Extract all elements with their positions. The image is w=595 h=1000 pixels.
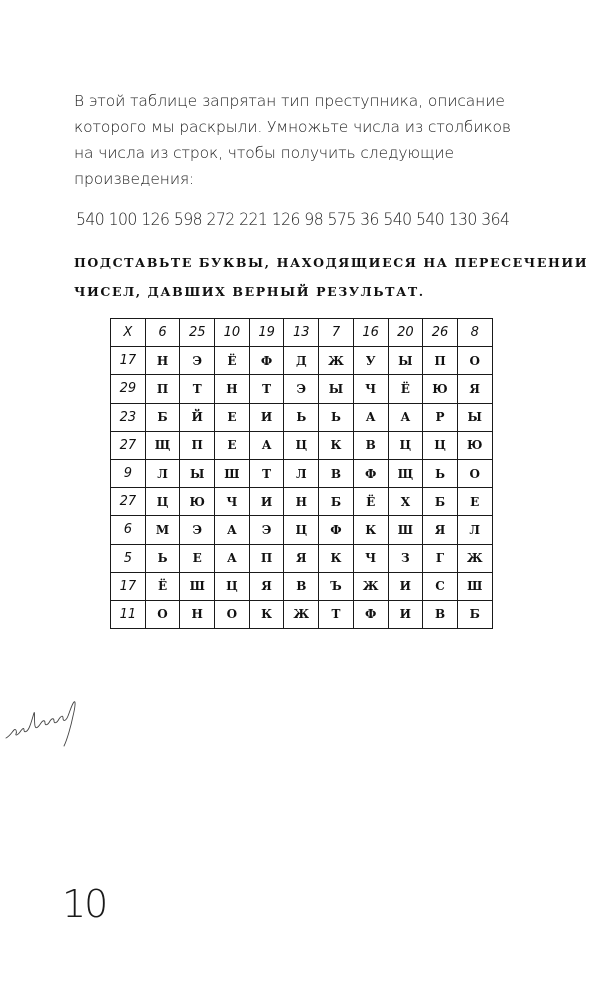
grid-letter-cell: П (423, 347, 458, 375)
grid-letter-cell: Ё (145, 572, 180, 600)
grid-letter-cell: Ф (319, 516, 354, 544)
grid-letter-cell: Ь (423, 459, 458, 487)
grid-row-header: 5 (111, 544, 146, 572)
grid-row-header: 17 (111, 347, 146, 375)
products-sequence: 540 100 126 598 272 221 126 98 575 36 540 540 130 364 (76, 210, 510, 230)
grid-row (111, 459, 493, 487)
grid-letter-cell: И (249, 488, 284, 516)
grid-letter-cell: Ё (353, 488, 388, 516)
grid-column-header: 13 (284, 319, 319, 347)
grid-letter-cell: Ч (215, 488, 250, 516)
grid-letter-cell: Ж (457, 544, 492, 572)
grid-letter-cell: Ю (457, 431, 492, 459)
grid-letter-cell: У (353, 347, 388, 375)
grid-row-header: 6 (111, 516, 146, 544)
grid-letter-cell: Ц (388, 431, 423, 459)
grid-row-header: 11 (111, 600, 146, 628)
grid-letter-cell: Й (180, 403, 215, 431)
grid-letter-cell: Е (215, 431, 250, 459)
grid-column-header: 16 (353, 319, 388, 347)
grid-letter-cell: Ж (319, 347, 354, 375)
grid-letter-cell: Н (180, 600, 215, 628)
grid-letter-cell: Р (423, 403, 458, 431)
grid-letter-cell: Т (249, 459, 284, 487)
grid-row (111, 403, 493, 431)
grid-letter-cell: Н (284, 488, 319, 516)
signature-doodle (4, 686, 86, 750)
grid-letter-cell: О (457, 459, 492, 487)
grid-letter-cell: Л (284, 459, 319, 487)
grid-letter-cell: Щ (145, 431, 180, 459)
grid-row-header: 23 (111, 403, 146, 431)
grid-letter-cell: Ы (319, 375, 354, 403)
grid-letter-cell: Ч (353, 375, 388, 403)
grid-row-header: 27 (111, 431, 146, 459)
grid-row-header: 9 (111, 459, 146, 487)
grid-letter-cell: Л (145, 459, 180, 487)
grid-letter-cell: К (353, 516, 388, 544)
grid-letter-cell: Ц (423, 431, 458, 459)
instruction-heading (74, 248, 589, 306)
grid-header-row (111, 319, 493, 347)
grid-column-header: 6 (145, 319, 180, 347)
grid-row-header: 17 (111, 572, 146, 600)
grid-letter-cell: Ц (145, 488, 180, 516)
grid-letter-cell: И (388, 572, 423, 600)
grid-letter-cell: Ш (457, 572, 492, 600)
grid-row (111, 600, 493, 628)
grid-letter-cell: Ь (319, 403, 354, 431)
grid-letter-cell: А (215, 516, 250, 544)
grid-letter-cell: Э (284, 375, 319, 403)
grid-letter-cell: Э (180, 516, 215, 544)
grid-letter-cell: В (319, 459, 354, 487)
grid-letter-cell: Ф (249, 347, 284, 375)
grid-letter-cell: Б (145, 403, 180, 431)
grid-letter-cell: Х (388, 488, 423, 516)
intro-line: на числа из строк, чтобы получить следующие (74, 144, 454, 162)
grid-letter-cell: И (388, 600, 423, 628)
grid-letter-cell: О (457, 347, 492, 375)
grid-letter-cell: И (249, 403, 284, 431)
grid-letter-cell: Ъ (319, 572, 354, 600)
multiplication-letter-grid (110, 318, 493, 629)
instruction-line: ЧИСЕЛ, ДАВШИХ ВЕРНЫЙ РЕЗУЛЬТАТ. (74, 284, 425, 299)
grid-column-header: 20 (388, 319, 423, 347)
grid-letter-cell: Г (423, 544, 458, 572)
grid-column-header: 8 (457, 319, 492, 347)
grid-letter-cell: Б (457, 600, 492, 628)
page-number: 10 (62, 882, 107, 926)
instruction-line: ПОДСТАВЬТЕ БУКВЫ, НАХОДЯЩИЕСЯ НА ПЕРЕСЕЧЕНИИ (74, 255, 589, 270)
grid-row (111, 488, 493, 516)
grid-letter-cell: Л (457, 516, 492, 544)
grid-column-header: 10 (215, 319, 250, 347)
grid-letter-cell: В (423, 600, 458, 628)
grid-letter-cell: Б (319, 488, 354, 516)
grid-row (111, 572, 493, 600)
grid-column-header: 25 (180, 319, 215, 347)
grid-letter-cell: Ю (180, 488, 215, 516)
grid-letter-cell: Я (423, 516, 458, 544)
grid-letter-cell: О (215, 600, 250, 628)
grid-letter-cell: Ф (353, 459, 388, 487)
grid-letter-cell: К (319, 431, 354, 459)
grid-letter-cell: Ь (145, 544, 180, 572)
grid-letter-cell: Е (457, 488, 492, 516)
grid-letter-cell: Ч (353, 544, 388, 572)
intro-paragraph (74, 88, 544, 192)
grid-letter-cell: В (353, 431, 388, 459)
grid-letter-cell: П (180, 431, 215, 459)
grid-letter-cell: Ш (388, 516, 423, 544)
grid-letter-cell: Ш (180, 572, 215, 600)
grid-row (111, 347, 493, 375)
grid-letter-cell: Я (457, 375, 492, 403)
grid-letter-cell: Б (423, 488, 458, 516)
grid-letter-cell: Я (249, 572, 284, 600)
intro-line: которого мы раскрыли. Умножьте числа из столбиков (74, 118, 511, 136)
grid-letter-cell: Н (215, 375, 250, 403)
grid-letter-cell: В (284, 572, 319, 600)
grid-row (111, 544, 493, 572)
intro-line: произведения: (74, 170, 195, 188)
grid-letter-cell: Э (180, 347, 215, 375)
grid-letter-cell: Э (249, 516, 284, 544)
grid-letter-cell: П (145, 375, 180, 403)
grid-letter-cell: Ю (423, 375, 458, 403)
grid-letter-cell: Ц (215, 572, 250, 600)
grid-column-header: 7 (319, 319, 354, 347)
grid-letter-cell: П (249, 544, 284, 572)
grid-column-header: 26 (423, 319, 458, 347)
grid-letter-cell: А (249, 431, 284, 459)
grid-letter-cell: М (145, 516, 180, 544)
grid-column-header: 19 (249, 319, 284, 347)
grid-row-header: 27 (111, 488, 146, 516)
grid-letter-cell: Ц (284, 516, 319, 544)
grid-letter-cell: Ж (353, 572, 388, 600)
grid-letter-cell: А (215, 544, 250, 572)
grid-letter-cell: А (353, 403, 388, 431)
grid-letter-cell: Щ (388, 459, 423, 487)
grid-letter-cell: Т (180, 375, 215, 403)
grid-row-header: 29 (111, 375, 146, 403)
grid-letter-cell: К (249, 600, 284, 628)
grid-letter-cell: Е (180, 544, 215, 572)
grid-row (111, 516, 493, 544)
grid-letter-cell: Ё (215, 347, 250, 375)
grid-row (111, 375, 493, 403)
grid-letter-cell: Ф (353, 600, 388, 628)
grid-letter-cell: Ь (284, 403, 319, 431)
grid-letter-cell: З (388, 544, 423, 572)
grid-letter-cell: Д (284, 347, 319, 375)
grid-letter-cell: О (145, 600, 180, 628)
intro-line: В этой таблице запрятан тип преступника, описание (74, 92, 505, 110)
grid-letter-cell: Ж (284, 600, 319, 628)
grid-letter-cell: Ё (388, 375, 423, 403)
grid-letter-cell: С (423, 572, 458, 600)
grid-letter-cell: Ы (388, 347, 423, 375)
grid-letter-cell: Е (215, 403, 250, 431)
grid-letter-cell: А (388, 403, 423, 431)
grid-letter-cell: Я (284, 544, 319, 572)
grid-letter-cell: Ш (215, 459, 250, 487)
grid-letter-cell: Ы (457, 403, 492, 431)
grid-letter-cell: Ы (180, 459, 215, 487)
grid-letter-cell: Н (145, 347, 180, 375)
grid-corner-multiply-sign: X (111, 319, 146, 347)
grid-letter-cell: Ц (284, 431, 319, 459)
grid-letter-cell: Т (319, 600, 354, 628)
grid-row (111, 431, 493, 459)
grid-letter-cell: К (319, 544, 354, 572)
grid-letter-cell: Т (249, 375, 284, 403)
